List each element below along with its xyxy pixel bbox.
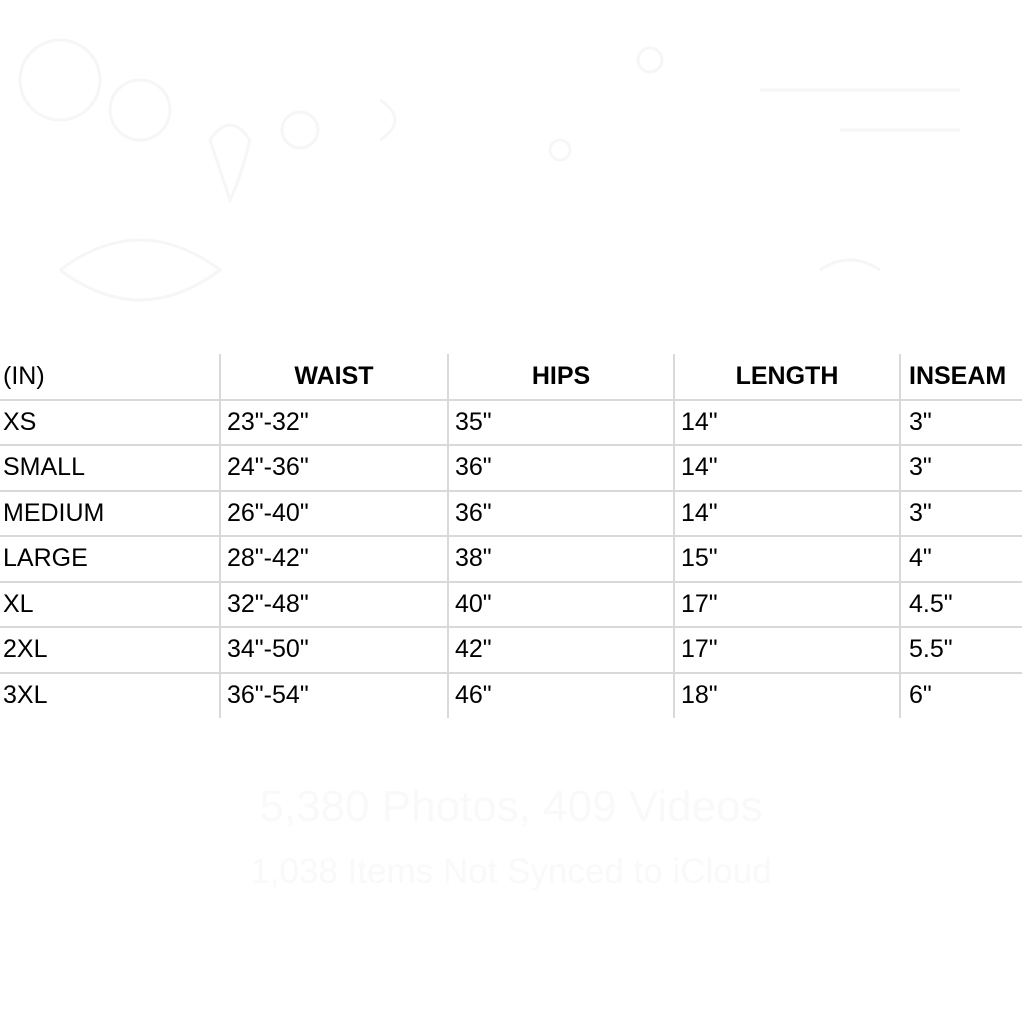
length-cell: 17" — [674, 582, 900, 628]
size-label: LARGE — [0, 536, 220, 582]
header-inseam: INSEAM — [900, 354, 1022, 400]
table-row — [0, 627, 1022, 673]
table-row — [0, 536, 1022, 582]
inseam-cell: 3" — [900, 400, 1022, 446]
length-cell: 14" — [674, 400, 900, 446]
hips-cell: 40" — [448, 582, 674, 628]
table-row — [0, 445, 1022, 491]
hips-cell: 42" — [448, 627, 674, 673]
size-label: 2XL — [0, 627, 220, 673]
size-chart-table — [0, 354, 1022, 718]
waist-cell: 34"-50" — [220, 627, 448, 673]
length-cell: 17" — [674, 627, 900, 673]
inseam-cell: 3" — [900, 491, 1022, 537]
waist-cell: 28"-42" — [220, 536, 448, 582]
header-unit: (IN) — [3, 361, 45, 390]
hips-cell: 46" — [448, 673, 674, 719]
length-cell: 18" — [674, 673, 900, 719]
ghost-photo-count: 5,380 Photos, 409 Videos — [259, 782, 763, 831]
waist-cell: 32"-48" — [220, 582, 448, 628]
hips-cell: 36" — [448, 445, 674, 491]
hips-cell: 38" — [448, 536, 674, 582]
size-label: XS — [0, 400, 220, 446]
length-cell: 14" — [674, 445, 900, 491]
background-doodles — [0, 0, 1022, 340]
waist-cell: 36"-54" — [220, 673, 448, 719]
ghost-sync-status: 1,038 Items Not Synced to iCloud — [250, 852, 772, 891]
size-label: XL — [0, 582, 220, 628]
table-row — [0, 582, 1022, 628]
hips-cell: 36" — [448, 491, 674, 537]
size-label: MEDIUM — [0, 491, 220, 537]
waist-cell: 23"-32" — [220, 400, 448, 446]
inseam-cell: 6" — [900, 673, 1022, 719]
inseam-cell: 5.5" — [900, 627, 1022, 673]
inseam-cell: 4" — [900, 536, 1022, 582]
header-row — [0, 354, 1022, 400]
table-row — [0, 491, 1022, 537]
inseam-cell: 3" — [900, 445, 1022, 491]
length-cell: 15" — [674, 536, 900, 582]
header-hips: HIPS — [448, 354, 674, 400]
size-label: SMALL — [0, 445, 220, 491]
waist-cell: 26"-40" — [220, 491, 448, 537]
table-row — [0, 673, 1022, 719]
header-waist: WAIST — [220, 354, 448, 400]
hips-cell: 35" — [448, 400, 674, 446]
header-length: LENGTH — [674, 354, 900, 400]
table-row — [0, 400, 1022, 446]
waist-cell: 24"-36" — [220, 445, 448, 491]
size-label: 3XL — [0, 673, 220, 719]
length-cell: 14" — [674, 491, 900, 537]
inseam-cell: 4.5" — [900, 582, 1022, 628]
